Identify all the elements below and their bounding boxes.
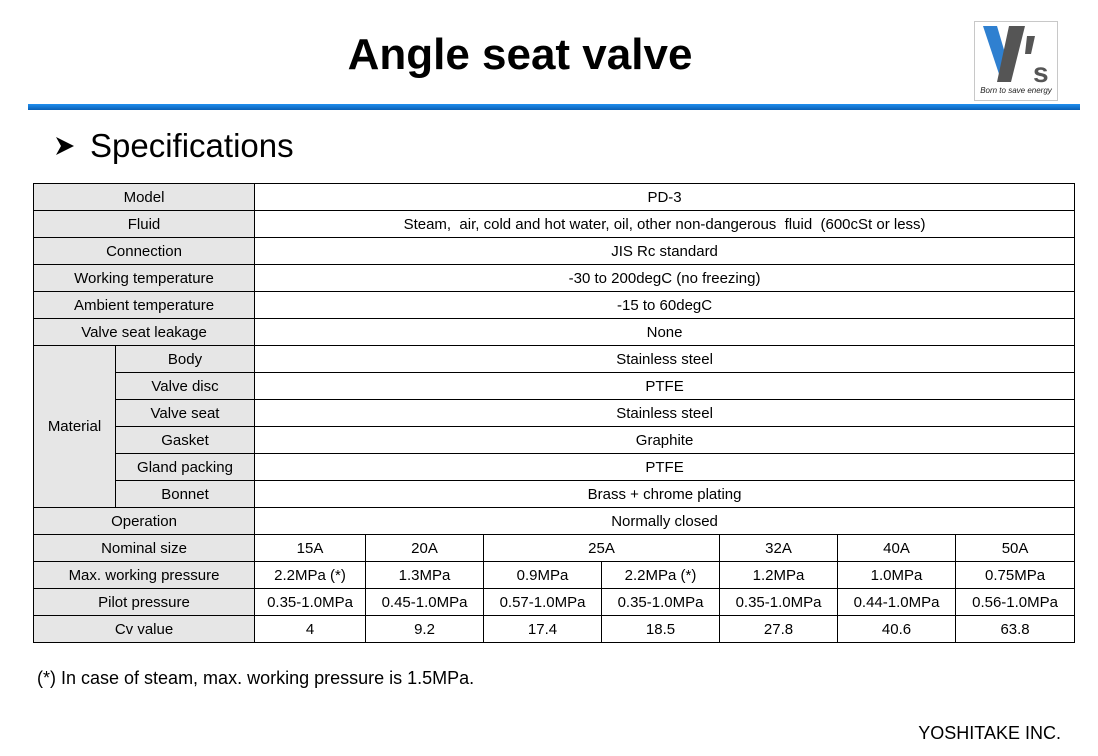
table-row-fluid <box>34 211 1075 238</box>
table-cell: 40.6 <box>838 616 956 643</box>
row-value: PD-3 <box>255 184 1075 211</box>
logo-tagline: Born to save energy <box>980 86 1052 95</box>
page-title: Angle seat valve <box>347 30 693 79</box>
company-logo <box>974 21 1058 101</box>
table-cell: 1.3MPa <box>366 562 484 589</box>
row-value: Stainless steel <box>255 400 1075 427</box>
table-cell: 18.5 <box>602 616 720 643</box>
row-value: JIS Rc standard <box>255 238 1075 265</box>
table-row-nominal-size <box>34 535 1075 562</box>
row-value: Graphite <box>255 427 1075 454</box>
row-label: Gland packing <box>116 454 255 481</box>
table-row-material-gland-packing <box>34 454 1075 481</box>
footnote: (*) In case of steam, max. working pressure is 1.5MPa. <box>37 668 475 688</box>
table-row-working-temperature <box>34 265 1075 292</box>
table-cell: 9.2 <box>366 616 484 643</box>
row-value: -30 to 200degC (no freezing) <box>255 265 1075 292</box>
table-row-cv-value <box>34 616 1075 643</box>
row-label: Ambient temperature <box>34 292 255 319</box>
row-label: Operation <box>34 508 255 535</box>
row-label: Fluid <box>34 211 255 238</box>
row-value: Steam, air, cold and hot water, oil, other non-dangerous fluid (600cSt or less) <box>255 211 1075 238</box>
row-label: Gasket <box>116 427 255 454</box>
row-value: PTFE <box>255 454 1075 481</box>
table-cell: 1.2MPa <box>720 562 838 589</box>
table-cell: 0.35-1.0MPa <box>602 589 720 616</box>
table-cell: 0.56-1.0MPa <box>956 589 1075 616</box>
table-row-pilot-pressure <box>34 589 1075 616</box>
row-value: PTFE <box>255 373 1075 400</box>
table-cell: 1.0MPa <box>838 562 956 589</box>
row-label: Working temperature <box>34 265 255 292</box>
table-cell: 0.9MPa <box>484 562 602 589</box>
header-rule <box>28 104 1080 110</box>
table-row-connection <box>34 238 1075 265</box>
table-cell: 27.8 <box>720 616 838 643</box>
table-row-material-bonnet <box>34 481 1075 508</box>
section-heading-text: Specifications <box>90 127 294 164</box>
material-label: Material <box>34 346 116 508</box>
table-row-material-body <box>34 346 1075 373</box>
table-row-material-valve-seat <box>34 400 1075 427</box>
table-cell: 0.35-1.0MPa <box>255 589 366 616</box>
row-label: Model <box>34 184 255 211</box>
row-label: Valve seat leakage <box>34 319 255 346</box>
table-row-valve-seat-leakage <box>34 319 1075 346</box>
table-cell: 15A <box>255 535 366 562</box>
table-cell: 0.44-1.0MPa <box>838 589 956 616</box>
table-row-operation <box>34 508 1075 535</box>
row-value: None <box>255 319 1075 346</box>
table-cell: 50A <box>956 535 1075 562</box>
section-heading <box>54 127 294 165</box>
table-row-material-valve-disc <box>34 373 1075 400</box>
table-cell: 40A <box>838 535 956 562</box>
table-cell: 0.35-1.0MPa <box>720 589 838 616</box>
table-cell: 2.2MPa (*) <box>255 562 366 589</box>
row-value: Brass + chrome plating <box>255 481 1075 508</box>
table-row-model <box>34 184 1075 211</box>
row-value: -15 to 60degC <box>255 292 1075 319</box>
table-cell: 0.75MPa <box>956 562 1075 589</box>
ys-logo-icon <box>981 24 1051 86</box>
table-cell: 25A <box>484 535 720 562</box>
row-value: Normally closed <box>255 508 1075 535</box>
table-row-max-working-pressure <box>34 562 1075 589</box>
row-label: Nominal size <box>34 535 255 562</box>
arrow-bullet-icon <box>54 135 76 157</box>
table-cell: 2.2MPa (*) <box>602 562 720 589</box>
table-cell: 63.8 <box>956 616 1075 643</box>
specifications-table <box>33 183 1075 643</box>
row-label: Valve seat <box>116 400 255 427</box>
svg-text:s: s <box>1033 57 1049 86</box>
row-label: Valve disc <box>116 373 255 400</box>
table-row-ambient-temperature <box>34 292 1075 319</box>
row-label: Connection <box>34 238 255 265</box>
table-cell: 0.57-1.0MPa <box>484 589 602 616</box>
row-label: Max. working pressure <box>34 562 255 589</box>
row-value: Stainless steel <box>255 346 1075 373</box>
row-label: Bonnet <box>116 481 255 508</box>
table-cell: 4 <box>255 616 366 643</box>
row-label: Body <box>116 346 255 373</box>
table-row-material-gasket <box>34 427 1075 454</box>
table-cell: 17.4 <box>484 616 602 643</box>
company-name: YOSHITAKE INC. <box>918 723 1061 743</box>
table-cell: 20A <box>366 535 484 562</box>
row-label: Pilot pressure <box>34 589 255 616</box>
table-cell: 0.45-1.0MPa <box>366 589 484 616</box>
table-cell: 32A <box>720 535 838 562</box>
row-label: Cv value <box>34 616 255 643</box>
